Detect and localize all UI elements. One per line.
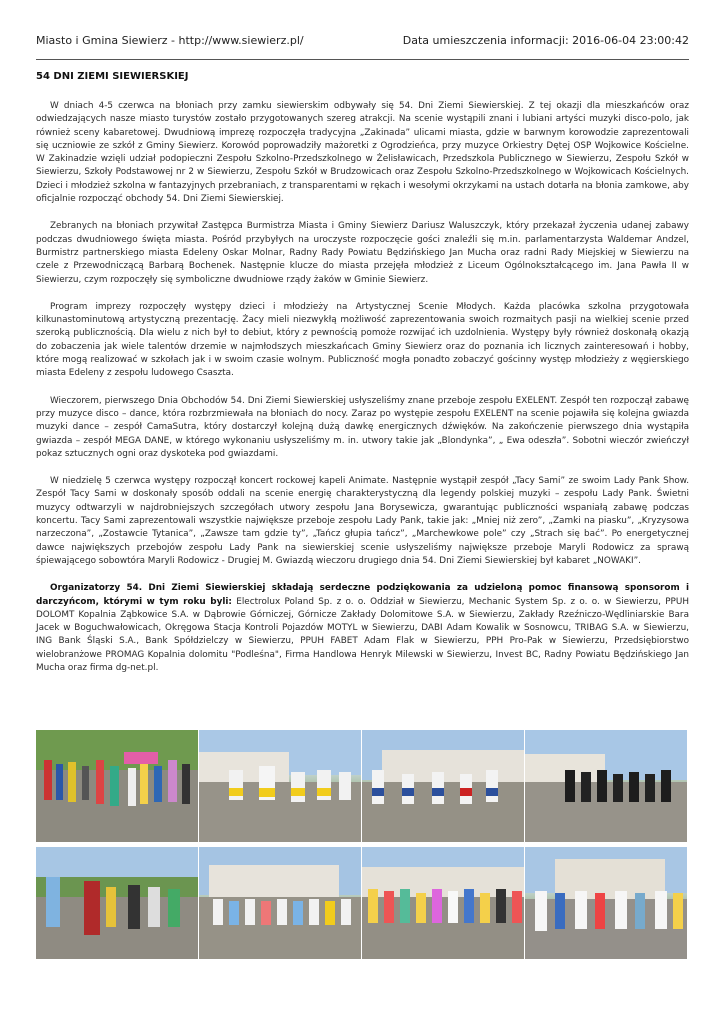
photo-castle-parade	[525, 847, 687, 959]
photo-crowd-banners	[36, 730, 198, 842]
page-header	[36, 34, 689, 56]
article-title: 54 DNI ZIEMI SIEWIERSKIEJ	[36, 71, 189, 82]
paragraph: Zebranych na błoniach przywitał Zastępca Burmistrza Miasta i Gminy Siewierz Dariusz Waluszczyk, który przekazał życzenia udanej zabawy podczas dwudniowego święta miasta. Pośród przybyłych na uroczyste rozpoczęcie gości znaleźli się m.in. parlamentarzysta Waldemar Andzel, Burmistrz partnerskiego miasta Edeleny Oskar Molnar, Radny Rady Powiatu Będzińskiego Jan Mucha oraz radni Rady Miejskiej w Siewierzu na czele z Przewodniczącą Barbarą Bochenek. Następnie klucze do miasta przejęła młodzież z Liceum Ogólnokształcącego im. Jana Pawła II w Siewierzu, czym rozpoczęły się symboliczne dwudniowe rządy żaków w Gminie Siewierz.	[36, 221, 689, 285]
header-divider	[36, 59, 689, 60]
paragraph: W niedzielę 5 czerwca występy rozpoczął koncert rockowej kapeli Animate. Następnie wystąpił zespół „Tacy Sami” ze swoim Lady Pank Show. Zespół Tacy Sami w doskonały sposób oddali na scenie energię charakterystyczną dla legendy polskiej muzyki – zespołu Lady Pank. Świetni muzycy odtwarzyli w najdrobniejszych szczegółach utwory zespołu Jana Borysewicza, gwarantując publiczności wspaniałą zabawę podczas koncertu. Tacy Sami zaprezentowali wszystkie największe przeboje zespołu Lady Pank, takie jak: „Mniej niż zero”, „Zamki na piasku”, „Kryzysowa narzeczona”, „Zostawcie Tytanica”, „Zawsze tam gdzie ty”, „Tańcz głupia tańcz”, „Marchewkowe pole” czy „Strach się bać”. Po energetycznej dawce największych przebojów zespołu Lady Pank na siewierskiej scenie usłyszeliśmy największe przeboje Maryli Rodowicz za sprawą śpiewającego sobowtóra Maryli Rodowicz - Drugiej M. Gwiazdą wieczoru drugiego dnia 54. Dni Ziemi Siewierskiej był kabaret „NOWAKI”.	[36, 476, 689, 566]
photo-children-2	[362, 847, 524, 959]
paragraph: Program imprezy rozpoczęły występy dzieci i młodzieży na Artystycznej Scenie Młodych. Każda placówka szkolna przygotowała kilkunastominutową artystyczną prezentację. Żacy mieli niezwykłą możliwość zaprezentowania swoich rozmaitych pasji na wielkiej scenie przed szeroką publicznością. Dla wielu z nich był to debiut, który z pewnością pomoże rozwijać ich uzdolnienia. Występy były również doskonałą okazją do zobaczenia jak wiele talentów drzemie w najmłodszych mieszkańcach Gminy Siewierz oraz do poznania ich licznych zainteresowań i hobby, które mogą realizować w szkołach jak i w swoim czasie wolnym. Publiczność mogła ponadto zobaczyć gościnny występ młodzieży z węgierskiego miasta Edeleny z zespołu ludowego Csaszta.	[36, 301, 689, 379]
publish-date: Data umieszczenia informacji: 2016-06-04 23:00:42	[402, 34, 689, 47]
parade-photo-4[interactable]	[525, 730, 687, 842]
sponsors-intro: Organizatorzy 54. Dni Ziemi Siewierskiej składają serdeczne podziękowania za udzieloną pomoc finansową sponsorom i darczyńcom, którymi w tym roku byli:	[36, 583, 689, 607]
parade-photo-7[interactable]	[362, 847, 524, 959]
photo-majorettes-1	[199, 730, 361, 842]
parade-photo-3[interactable]	[362, 730, 524, 842]
parade-photo-8[interactable]	[525, 847, 687, 959]
photo-costumes	[36, 847, 198, 959]
photo-majorettes-2	[362, 730, 524, 842]
article-body	[36, 100, 689, 689]
parade-photo-5[interactable]	[36, 847, 198, 959]
site-url[interactable]: Miasto i Gmina Siewierz - http://www.siewierz.pl/	[36, 34, 304, 47]
photo-gallery	[36, 730, 688, 960]
photo-orchestra	[525, 730, 687, 842]
parade-photo-1[interactable]	[36, 730, 198, 842]
photo-children-1	[199, 847, 361, 959]
sponsors-list: Electrolux Poland Sp. z o. o. Oddział w Siewierzu, Mechanic System Sp. z o. o. w Siewierzu, PPUH DOLOMT Kopalnia Ząbkowice S.A. w Dąbrowie Górniczej, Górnicze Zakłady Dolomitowe S.A. w Siewierzu, Zakłady Rzeźniczo-Wędliniarskie Bara Jacek w Boguchwałowicach, Okręgowa Stacja Kontroli Pojazdów MOTYL w Siewierzu, DABI Adam Kowalik w Sosnowcu, TRIBAG S.A. w Siewierzu, ING Bank Śląski S.A., Bank Spółdzielczy w Siewierzu, PPUH FABET Adam Flak w Siewierzu, PPH Pro-Pak w Siewierzu, Przedsiębiorstwo wielobranżowe PROMAG Kopalnia dolomitu "Podleśna", Firma Handlowa Henryk Milewski w Siewierzu, Invest BC, Radny Powiatu Będzińskiego Jan Mucha oraz firma dg-net.pl.	[36, 596, 689, 673]
sponsors-paragraph	[36, 582, 689, 675]
parade-photo-2[interactable]	[199, 730, 361, 842]
paragraph: Wieczorem, pierwszego Dnia Obchodów 54. Dni Ziemi Siewierskiej usłyszeliśmy znane przeboje zespołu EXELENT. Zespół ten rozpoczął zabawę przy muzyce disco – dance, która rozbrzmiewała na błoniach do nocy. Zaraz po występie zespołu EXELENT na scenie pojawiła się kolejna gwiazda muzyki dance – zespół CamaSutra, który dostarczył kolejną dużą dawkę energicznych dźwięków. Na zakończenie pierwszego dnia wystąpiła gwiazda – zespół MEGA DANE, w którego wykonaniu usłyszeliśmy m. in. utwory takie jak „Blondynka”, „ Ewa odeszła”. Sobotni wieczór zwieńczył pokaz sztucznych ogni oraz dyskoteka pod gwiazdami.	[36, 395, 689, 459]
paragraph: W dniach 4-5 czerwca na błoniach przy zamku siewierskim odbywały się 54. Dni Ziemi Siewierskiej. Z tej okazji dla mieszkańców oraz odwiedzających nasze miasto turystów zostało przygotowanych szereg atrakcji. Na scenie wystąpili znani i lubiani artyści muzyki disco-polo, jak również sceny kabaretowej. Dwudniową imprezę rozpoczęła tradycyjna „Zakinada” ulicami miasta, gdzie w barwnym korowodzie zaprezentowali się uczniowie ze szkół z Gminy Siewierz. Korowód poprowadziły mażoretki z Ogrodzieńca, przy muzyce Orkiestry Dętej OSP Wojkowice Kościelne. W Zakinadzie wzięli udział podopieczni Zespołu Szkolno-Przedszkolnego w Żelisławicach, Przedszkola Publicznego w Siewierzu, Zespołu Szkół w Siewierzu, Szkoły Podstawowej nr 2 w Siewierzu, Zespołu Szkół w Brudzowicach oraz Zespołu Szkolno-Przedszkolnego w Wojkowicach Kościelnych. Dzieci i młodzież szkolna w fantazyjnych przebraniach, z transparentami w rękach i wesołymi okrzykami na ustach dotarła na błonia zamkowe, aby oficjalnie rozpocząć obchody 54. Dni Ziemi Siewierskiej.	[36, 101, 689, 205]
parade-photo-6[interactable]	[199, 847, 361, 959]
